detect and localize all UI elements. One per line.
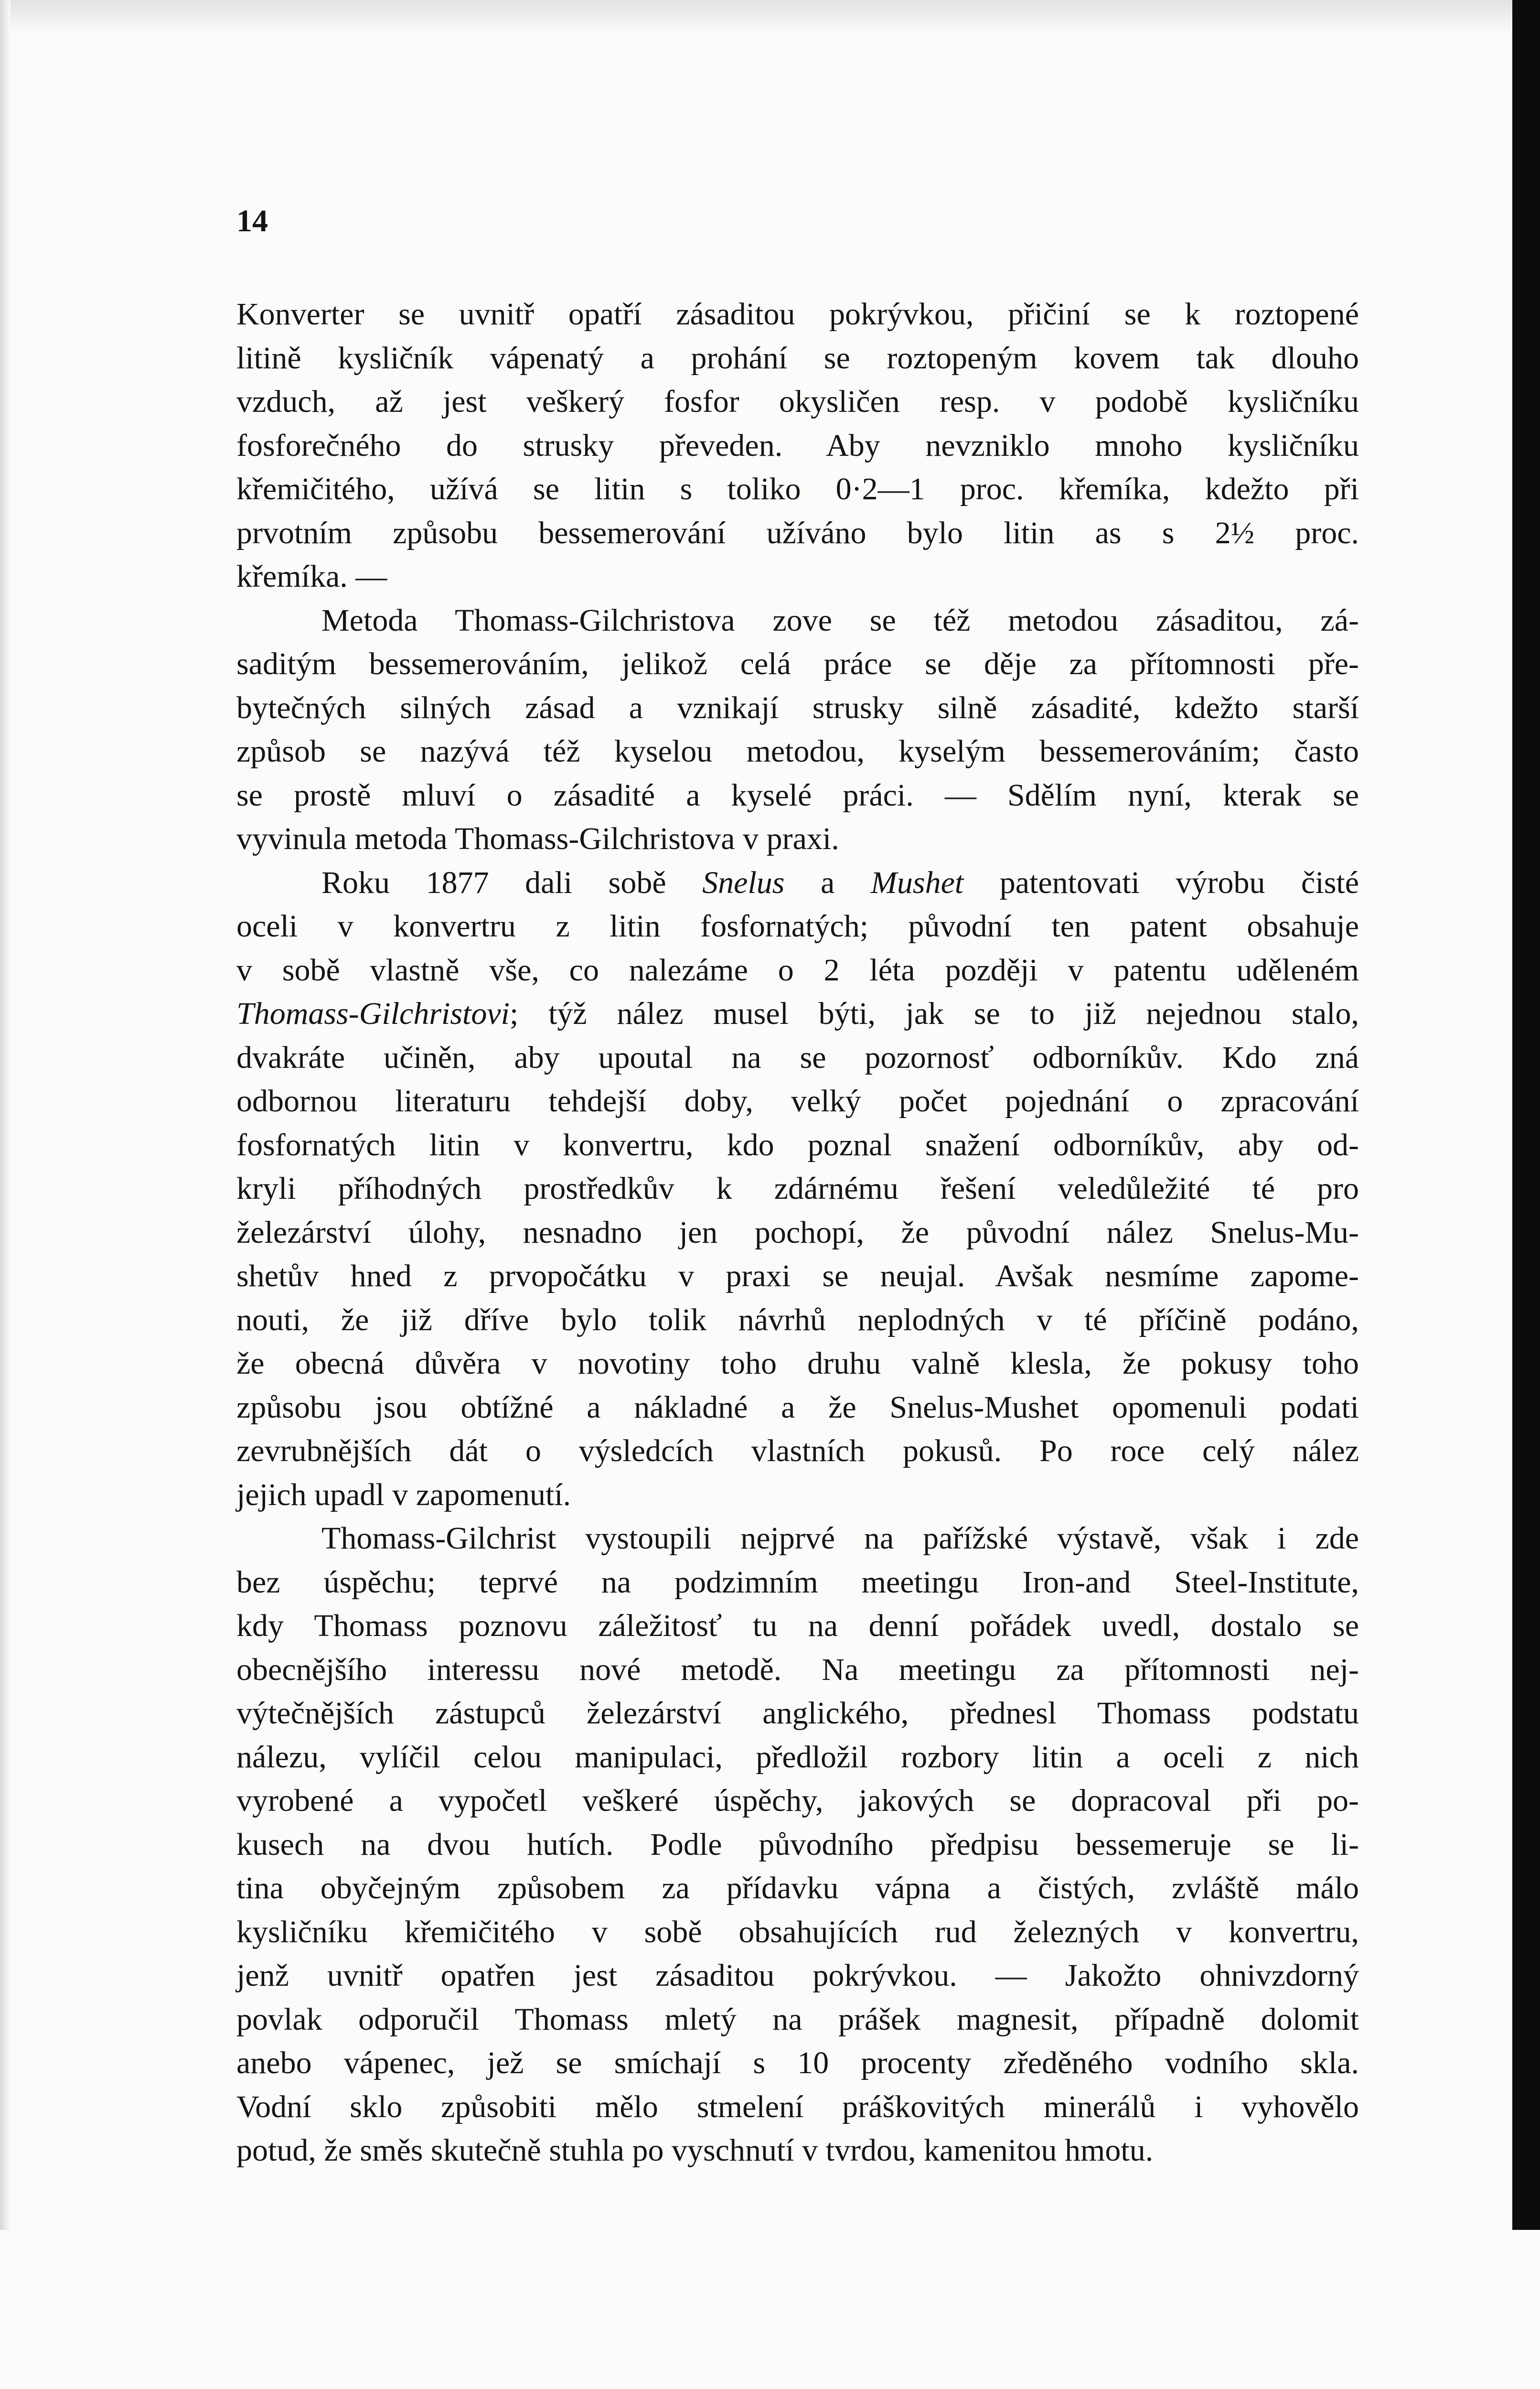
text-line: shetův hned z prvopočátku v praxi se neujal. Avšak nesmíme zapome- bbox=[236, 1259, 1359, 1293]
text-line: jejich upadl v zapomenutí. bbox=[236, 1477, 571, 1512]
text-line: kryli příhodných prostředkův k zdárnému řešení veledůležité té pro bbox=[236, 1171, 1359, 1206]
text-segment: a bbox=[784, 865, 871, 900]
scan-left-edge bbox=[0, 0, 11, 2230]
text-line: vyvinula metoda Thomass-Gilchristova v praxi. bbox=[236, 821, 839, 856]
text-line: způsobu jsou obtížné a nákladné a že Snelus-Mushet opomenuli podati bbox=[236, 1389, 1359, 1425]
text-line: potud, že směs skutečně stuhla po vyschnutí v tvrdou, kamenitou hmotu. bbox=[236, 2133, 1154, 2168]
text-line: nouti, že již dříve bylo tolik návrhů neplodných v té příčině podáno, bbox=[236, 1302, 1359, 1337]
text-line: litině kysličník vápenatý a prohání se roztopeným kovem tak dlouho bbox=[236, 340, 1359, 376]
text-line: anebo vápenec, jež se smíchají s 10 procenty zředěného vodního skla. bbox=[236, 2045, 1359, 2080]
text-line: obecnějšího interessu nové metodě. Na meetingu za přítomnosti nej- bbox=[236, 1652, 1359, 1687]
text-line: bytečných silných zásad a vznikají strusky silně zásadité, kdežto starší bbox=[236, 690, 1359, 725]
text-line: vzduch, až jest veškerý fosfor okysličen resp. v podobě kysličníku bbox=[236, 384, 1359, 419]
paragraph bbox=[236, 292, 1359, 599]
text-line: oceli v konvertru z litin fosfornatých; původní ten patent obsahuje bbox=[236, 909, 1359, 944]
text-line bbox=[236, 861, 1359, 905]
text-line: Thomass-Gilchrist vystoupili nejprvé na pařížské výstavě, však i zde bbox=[321, 1521, 1359, 1556]
text-line bbox=[236, 992, 1359, 1036]
text-line: odbornou literaturu tehdejší doby, velký počet pojednání o zpracování bbox=[236, 1084, 1359, 1119]
paragraph bbox=[236, 861, 1359, 1517]
text-segment: Roku 1877 dali sobě bbox=[321, 865, 703, 900]
text-segment: patentovati výrobu čisté bbox=[963, 865, 1359, 900]
text-line: křemičitého, užívá se litin s toliko 0·2—1 proc. křemíka, kdežto při bbox=[236, 472, 1359, 506]
page-number: 14 bbox=[236, 204, 268, 238]
text-line: způsob se nazývá též kyselou metodou, kyselým bessemerováním; často bbox=[236, 734, 1359, 769]
paragraph bbox=[236, 1517, 1359, 2173]
text-line: zevrubnějších dát o výsledcích vlastních pokusů. Po roce celý nález bbox=[236, 1433, 1359, 1468]
paragraph bbox=[236, 599, 1359, 861]
text-line: tina obyčejným způsobem za přídavku vápna a čistých, zvláště málo bbox=[236, 1871, 1359, 1905]
text-line: kysličníku křemičitého v sobě obsahujících rud železných v konvertru, bbox=[236, 1914, 1359, 1949]
italic-text: Thomass-Gilchristovi bbox=[236, 996, 510, 1031]
italic-text: Mushet bbox=[870, 865, 964, 900]
text-line: prvotním způsobu bessemerování užíváno bylo litin as s 2½ proc. bbox=[236, 515, 1359, 550]
text-line: Vodní sklo způsobiti mělo stmelení práškovitých minerálů i vyhovělo bbox=[236, 2089, 1359, 2124]
text-line: kusech na dvou hutích. Podle původního předpisu bessemeruje se li- bbox=[236, 1827, 1359, 1862]
text-line: Konverter se uvnitř opatří zásaditou pokrývkou, přičiní se k roztopené bbox=[236, 297, 1359, 332]
text-line: vyrobené a vypočetl veškeré úspěchy, jakových se dopracoval při po- bbox=[236, 1783, 1359, 1818]
text-line: jenž uvnitř opatřen jest zásaditou pokrývkou. — Jakožto ohnivzdorný bbox=[236, 1958, 1359, 1993]
scan-right-border bbox=[1512, 0, 1540, 2230]
text-line: se prostě mluví o zásadité a kyselé práci. — Sdělím nyní, kterak se bbox=[236, 777, 1359, 813]
text-line: železárství úlohy, nesnadno jen pochopí, že původní nález Snelus-Mu- bbox=[236, 1215, 1359, 1250]
text-line: křemíka. — bbox=[236, 559, 387, 594]
text-line: Metoda Thomass-Gilchristova zove se též metodou zásaditou, zá- bbox=[321, 603, 1359, 638]
text-line: že obecná důvěra v novotiny toho druhu valně klesla, že pokusy toho bbox=[236, 1346, 1359, 1381]
text-line: výtečnějších zástupců železárství anglického, přednesl Thomass podstatu bbox=[236, 1696, 1359, 1731]
text-line: nálezu, vylíčil celou manipulaci, předložil rozbory litin a oceli z nich bbox=[236, 1739, 1359, 1775]
text-segment: ; týž nález musel býti, jak se to již nejednou stalo, bbox=[510, 996, 1359, 1031]
body-text bbox=[236, 0, 1359, 2173]
text-line: dvakráte učiněn, aby upoutal na se pozornosť odborníkův. Kdo zná bbox=[236, 1040, 1359, 1075]
text-line: saditým bessemerováním, jelikož celá práce se děje za přítomnosti pře- bbox=[236, 646, 1359, 681]
text-line: v sobě vlastně vše, co nalezáme o 2 léta později v patentu uděleném bbox=[236, 952, 1359, 988]
text-line: fosforečného do strusky převeden. Aby nevzniklo mnoho kysličníku bbox=[236, 428, 1359, 463]
text-line: bez úspěchu; teprvé na podzimním meetingu Iron-and Steel-Institute, bbox=[236, 1564, 1359, 1600]
text-line: povlak odporučil Thomass mletý na prášek magnesit, případně dolomit bbox=[236, 2002, 1359, 2037]
text-line: kdy Thomass poznovu záležitosť tu na denní pořádek uvedl, dostalo se bbox=[236, 1608, 1359, 1643]
text-line: fosfornatých litin v konvertru, kdo poznal snažení odborníkův, aby od- bbox=[236, 1127, 1359, 1162]
italic-text: Snelus bbox=[702, 865, 785, 900]
